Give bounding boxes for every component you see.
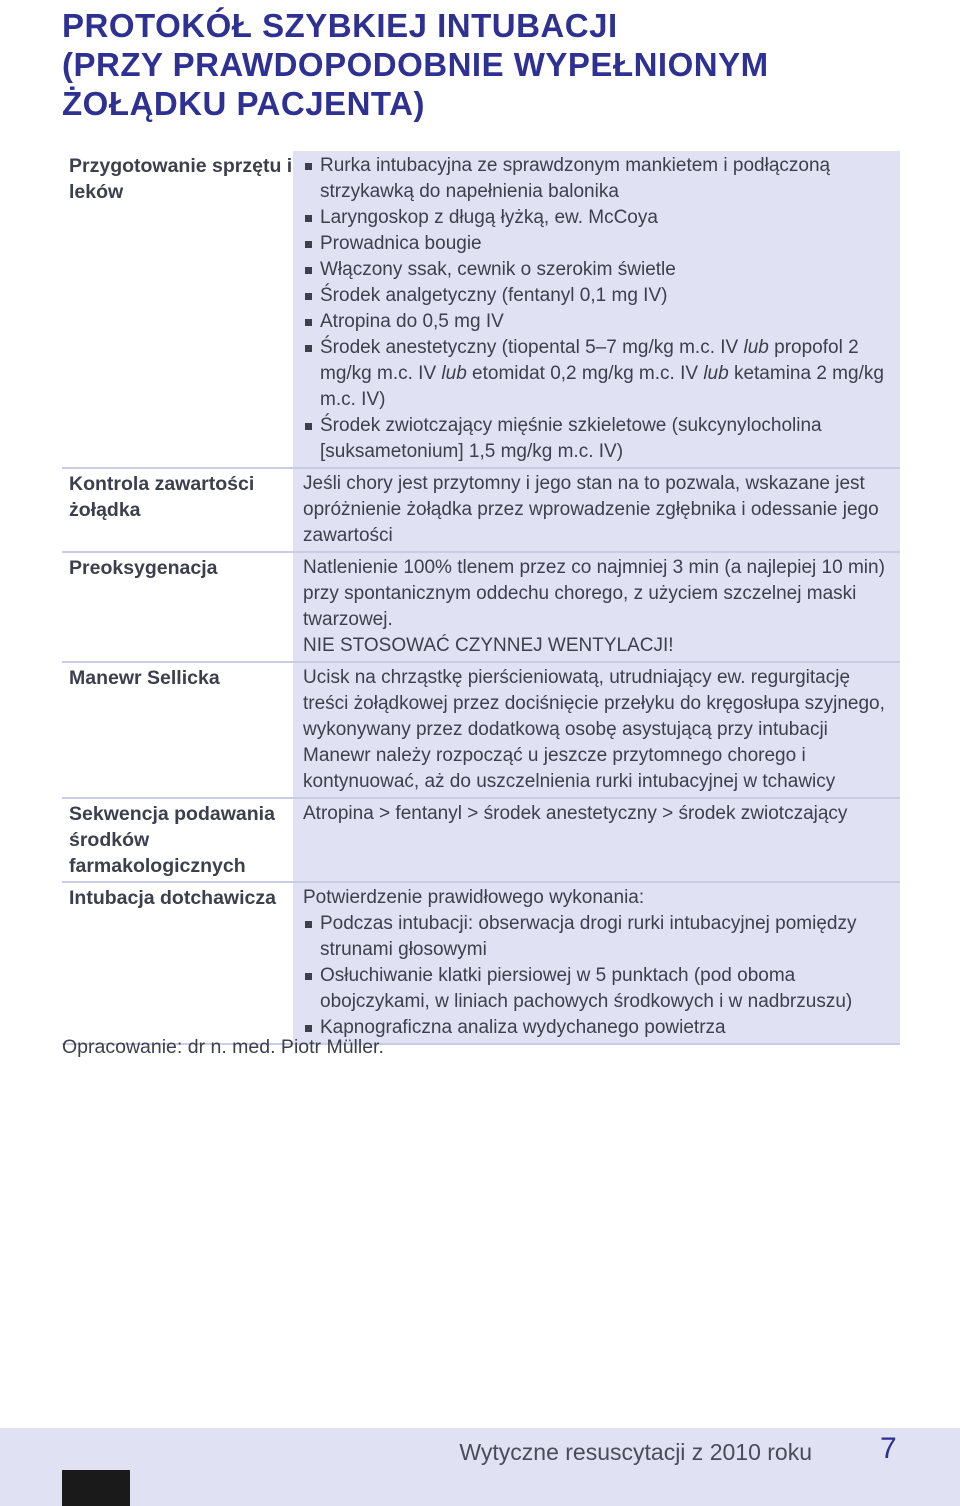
bullet-icon (305, 345, 312, 352)
row-label-preoxygenation: Preoksygenacja (69, 557, 218, 579)
author-caption: Opracowanie: dr n. med. Piotr Müller. (62, 1036, 384, 1058)
footer-marker (62, 1470, 130, 1506)
list-item: Kapnograficzna analiza wydychanego powietrza (303, 1015, 890, 1041)
row-content-preoxygenation: Natlenienie 100% tlenem przez co najmniej 3 min (a najlepiej 10 min) przy spontanicznym oddechu chorego, z użyciem szczelnej maski twarzowej. NIE STOSOWAĆ CZYNNEJ WENTYLACJI! (293, 552, 900, 662)
row-content-stomach: Jeśli chory jest przytomny i jego stan na to pozwala, wskazane jest opróżnienie żołądka przez wprowadzenie zgłębnika i odessanie jego zawartości (293, 468, 900, 552)
row-content-preparation (293, 151, 900, 468)
bullet-icon (305, 267, 312, 274)
bullet-icon (305, 973, 312, 980)
protocol-table (62, 151, 900, 1045)
row-stomach (62, 468, 900, 552)
row-sellick (62, 662, 900, 798)
row-label-sequence: Sekwencja podawania środków farmakologicznych (69, 803, 275, 877)
row-label-preparation: Przygotowanie sprzętu i leków (69, 155, 293, 203)
list-item: Atropina do 0,5 mg IV (303, 309, 890, 335)
list-item: Laryngoskop z długą łyżką, ew. McCoya (303, 205, 890, 231)
row-intubation (62, 882, 900, 1044)
row-label-sellick: Manewr Sellicka (69, 667, 220, 689)
bullet-icon (305, 241, 312, 248)
bullet-icon (305, 293, 312, 300)
bullet-icon (305, 319, 312, 326)
title-line-2: (PRZY PRAWDOPODOBNIE WYPEŁNIONYM (62, 46, 769, 83)
row-sequence (62, 798, 900, 882)
warning-text: NIE STOSOWAĆ CZYNNEJ WENTYLACJI! (303, 635, 674, 656)
row-preparation (62, 151, 900, 468)
footer-title: Wytyczne resuscytacji z 2010 roku (459, 1439, 812, 1465)
list-item: Osłuchiwanie klatki piersiowej w 5 punktach (pod oboma obojczykami, w liniach pachowych środkowych i w nadbrzuszu) (303, 963, 890, 1015)
page-number: 7 (880, 1432, 897, 1465)
row-content-intubation: Potwierdzenie prawidłowego wykonania: Podczas intubacji: obserwacja drogi rurki intubacyjnej pomiędzy strunami głosowymi Osłuchiwanie klatki piersiowej w 5 punktach (pod oboma obojczykami, w liniach pachowych środkowych i w nadbrzuszu) Kapnograficzna analiza wydychanego powietrza (293, 882, 900, 1044)
row-label-intubation: Intubacja dotchawicza (69, 887, 276, 909)
list-item: Prowadnica bougie (303, 231, 890, 257)
bullet-icon (305, 921, 312, 928)
bullet-icon (305, 163, 312, 170)
title-line-1: PROTOKÓŁ SZYBKIEJ INTUBACJI (62, 7, 618, 44)
bullet-icon (305, 1025, 312, 1032)
row-content-sequence: Atropina > fentanyl > środek anestetyczny > środek zwiotczający (293, 798, 900, 882)
row-preoxygenation (62, 552, 900, 662)
list-item: Środek analgetyczny (fentanyl 0,1 mg IV) (303, 283, 890, 309)
bullet-icon (305, 215, 312, 222)
list-item: Podczas intubacji: obserwacja drogi rurki intubacyjnej pomiędzy strunami głosowymi (303, 911, 890, 963)
list-item: Środek zwiotczający mięśnie szkieletowe (sukcynylocholina [suksametonium] 1,5 mg/kg m.c. IV) (303, 413, 890, 465)
page-title (62, 6, 942, 123)
row-content-sellick: Ucisk na chrząstkę pierścieniowatą, utrudniający ew. regurgitację treści żołądkowej przez dociśnięcie przełyku do kręgosłupa szyjnego, wykonywany przez dodatkową osobę asystującą przy intubacji Manewr należy rozpocząć u jeszcze przytomnego chorego i kontynuować, aż do uszczelnienia rurki intubacyjnej w tchawicy (293, 662, 900, 798)
bullet-icon (305, 423, 312, 430)
row-label-stomach: Kontrola zawartości żołądka (69, 473, 255, 521)
title-line-3: ŻOŁĄDKU PACJENTA) (62, 85, 425, 122)
list-item: Rurka intubacyjna ze sprawdzonym mankietem i podłączoną strzykawką do napełnienia balonika (303, 153, 890, 205)
list-item-anesthetic: Środek anestetyczny (tiopental 5–7 mg/kg m.c. IV lub propofol 2 mg/kg m.c. IV lub etomidat 0,2 mg/kg m.c. IV lub ketamina 2 mg/kg m.c. IV) (303, 335, 890, 413)
list-item: Włączony ssak, cewnik o szerokim świetle (303, 257, 890, 283)
